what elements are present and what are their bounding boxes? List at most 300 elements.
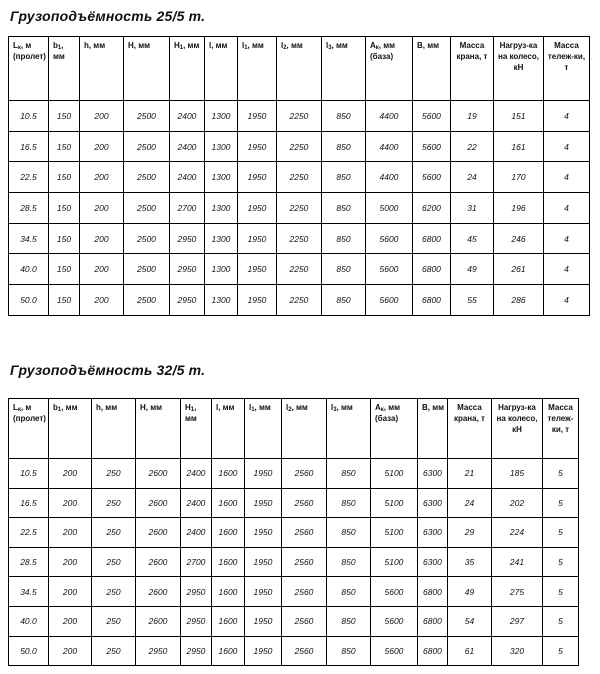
header-text: Масса крана, т xyxy=(456,41,488,61)
table-cell: 6800 xyxy=(417,606,447,636)
table-cell: 1950 xyxy=(237,285,276,316)
table-row xyxy=(9,577,579,607)
header-subscript: 1 xyxy=(244,45,248,51)
table-cell: 2600 xyxy=(135,488,180,518)
table-cell: 6800 xyxy=(412,254,450,285)
table-cell: 850 xyxy=(326,606,370,636)
table-row xyxy=(9,162,590,193)
table-cell: 16.5 xyxy=(9,488,49,518)
table-cell: 2250 xyxy=(276,101,321,132)
table-cell: 2950 xyxy=(180,577,211,607)
table-cell: 5100 xyxy=(370,459,417,489)
table-cell: 4 xyxy=(543,223,589,254)
table-cell: 320 xyxy=(491,636,542,666)
header-subscript: 1 xyxy=(57,407,62,413)
table-cell: 1300 xyxy=(204,254,237,285)
table-cell: 5 xyxy=(542,459,578,489)
header-subscript: 1 xyxy=(190,407,195,413)
header-text: A xyxy=(374,403,381,412)
table-row xyxy=(9,488,579,518)
table-cell: 10.5 xyxy=(9,101,49,132)
table-cell: 2400 xyxy=(180,518,211,548)
table-cell: 250 xyxy=(91,518,135,548)
table-cell: 1950 xyxy=(244,577,281,607)
table-cell: 200 xyxy=(48,547,91,577)
column-header xyxy=(450,37,493,101)
table-cell: 850 xyxy=(326,636,370,666)
table-cell: 1600 xyxy=(211,488,244,518)
table-cell: 2560 xyxy=(281,577,326,607)
table-cell: 4 xyxy=(543,131,589,162)
table-cell: 1950 xyxy=(244,606,281,636)
table-cell: 1950 xyxy=(244,459,281,489)
header-subscript: 3 xyxy=(328,45,332,51)
table-cell: 2500 xyxy=(123,131,169,162)
table-cell: 5600 xyxy=(412,101,450,132)
table-cell: 6800 xyxy=(417,636,447,666)
table-cell: 1600 xyxy=(211,518,244,548)
column-header xyxy=(123,37,169,101)
table-cell: 28.5 xyxy=(9,547,49,577)
table-cell: 49 xyxy=(447,577,491,607)
table-cell: 2250 xyxy=(276,223,321,254)
table-cell: 61 xyxy=(447,636,491,666)
table-cell: 850 xyxy=(321,131,365,162)
table-cell: 1600 xyxy=(211,547,244,577)
table-row xyxy=(9,223,590,254)
table-cell: 224 xyxy=(491,518,542,548)
table-cell: 40.0 xyxy=(9,254,49,285)
header-text: l, мм xyxy=(208,41,228,50)
header-text-rest: , м (пролет) xyxy=(13,41,46,61)
table-cell: 185 xyxy=(491,459,542,489)
table-cell: 2950 xyxy=(169,285,204,316)
table-cell: 4 xyxy=(543,285,589,316)
table-cell: 1950 xyxy=(237,223,276,254)
table-cell: 5600 xyxy=(412,162,450,193)
header-text: b xyxy=(52,41,58,50)
table-header-row xyxy=(9,37,590,101)
table-cell: 19 xyxy=(450,101,493,132)
header-text-rest: , м (пролет) xyxy=(13,403,46,423)
header-text: l xyxy=(280,41,284,50)
table-cell: 850 xyxy=(321,162,365,193)
table-cell: 850 xyxy=(326,547,370,577)
table-cell: 6200 xyxy=(412,193,450,224)
table-cell: 1300 xyxy=(204,285,237,316)
table-cell: 34.5 xyxy=(9,223,49,254)
table-cell: 5600 xyxy=(370,577,417,607)
header-text: B, мм xyxy=(421,403,445,412)
column-header xyxy=(180,399,211,459)
table-cell: 40.0 xyxy=(9,606,49,636)
table-cell: 22.5 xyxy=(9,518,49,548)
column-header xyxy=(281,399,326,459)
table-cell: 200 xyxy=(79,131,123,162)
table-cell: 2600 xyxy=(135,577,180,607)
column-header xyxy=(412,37,450,101)
table-cell: 1300 xyxy=(204,131,237,162)
column-header xyxy=(417,399,447,459)
table-cell: 2400 xyxy=(169,131,204,162)
table-cell: 4400 xyxy=(365,101,412,132)
table-cell: 5 xyxy=(542,636,578,666)
table-cell: 261 xyxy=(493,254,543,285)
table-cell: 5100 xyxy=(370,547,417,577)
header-text: A xyxy=(369,41,376,50)
column-header xyxy=(79,37,123,101)
table-cell: 2250 xyxy=(276,193,321,224)
header-text: H xyxy=(173,41,180,50)
table-cell: 2950 xyxy=(180,606,211,636)
header-text: Нагруз-ка на колесо, кН xyxy=(496,403,538,434)
header-text-rest: , мм xyxy=(286,41,303,50)
table-cell: 250 xyxy=(91,488,135,518)
header-text: H, мм xyxy=(139,403,163,412)
table-cell: 850 xyxy=(326,577,370,607)
table-cell: 1300 xyxy=(204,101,237,132)
table-cell: 31 xyxy=(450,193,493,224)
table-row xyxy=(9,101,590,132)
table-cell: 5600 xyxy=(365,285,412,316)
table-cell: 2560 xyxy=(281,518,326,548)
header-subscript: 2 xyxy=(288,407,292,413)
table-cell: 55 xyxy=(450,285,493,316)
table-cell: 1600 xyxy=(211,636,244,666)
table-cell: 4 xyxy=(543,254,589,285)
table-cell: 6800 xyxy=(412,285,450,316)
table-cell: 2400 xyxy=(169,101,204,132)
header-text-rest: , мм xyxy=(291,403,308,412)
header-text-rest: , мм (база) xyxy=(369,41,396,61)
table-cell: 2600 xyxy=(135,518,180,548)
column-header xyxy=(211,399,244,459)
table-cell: 246 xyxy=(493,223,543,254)
table-cell: 1950 xyxy=(237,193,276,224)
column-header xyxy=(491,399,542,459)
table-cell: 5600 xyxy=(370,606,417,636)
table-cell: 297 xyxy=(491,606,542,636)
table-cell: 2500 xyxy=(123,193,169,224)
table-cell: 200 xyxy=(79,223,123,254)
header-text-rest: , мм xyxy=(184,403,197,423)
table-cell: 241 xyxy=(491,547,542,577)
header-text-rest: , мм xyxy=(183,41,200,50)
table-row xyxy=(9,285,590,316)
table-cell: 2560 xyxy=(281,547,326,577)
specs-table-25-5 xyxy=(8,36,590,316)
table-cell: 850 xyxy=(321,285,365,316)
table-cell: 2400 xyxy=(169,162,204,193)
table-row xyxy=(9,254,590,285)
table-row xyxy=(9,193,590,224)
table-cell: 1950 xyxy=(237,162,276,193)
table-cell: 150 xyxy=(48,193,79,224)
header-subscript: к xyxy=(375,45,379,51)
table-cell: 1600 xyxy=(211,606,244,636)
table-cell: 4400 xyxy=(365,162,412,193)
column-header xyxy=(244,399,281,459)
table-cell: 850 xyxy=(326,518,370,548)
header-text-rest: , мм xyxy=(254,403,271,412)
table-cell: 196 xyxy=(493,193,543,224)
table-cell: 2950 xyxy=(180,636,211,666)
table-cell: 5000 xyxy=(365,193,412,224)
table-cell: 2950 xyxy=(135,636,180,666)
header-text-rest: , мм (база) xyxy=(374,403,401,423)
table-cell: 150 xyxy=(48,223,79,254)
table-cell: 850 xyxy=(326,459,370,489)
table-cell: 6300 xyxy=(417,518,447,548)
table-cell: 170 xyxy=(493,162,543,193)
table-cell: 2500 xyxy=(123,285,169,316)
table-cell: 6800 xyxy=(412,223,450,254)
header-text: l xyxy=(330,403,334,412)
table-1-title: Грузоподъёмность 25/5 т. xyxy=(10,8,206,24)
table-cell: 5100 xyxy=(370,518,417,548)
header-subscript: к xyxy=(17,45,21,51)
header-subscript: 2 xyxy=(283,45,287,51)
table-cell: 1950 xyxy=(237,101,276,132)
table-row xyxy=(9,606,579,636)
header-text: Масса тележ-ки, т xyxy=(547,41,586,72)
table-cell: 200 xyxy=(48,518,91,548)
table-cell: 49 xyxy=(450,254,493,285)
table-cell: 4 xyxy=(543,162,589,193)
column-header xyxy=(326,399,370,459)
table-cell: 850 xyxy=(321,254,365,285)
column-header xyxy=(204,37,237,101)
table-cell: 5 xyxy=(542,518,578,548)
table-cell: 6800 xyxy=(417,577,447,607)
table-cell: 200 xyxy=(48,636,91,666)
table-row xyxy=(9,636,579,666)
header-text: h, мм xyxy=(95,403,118,412)
header-subscript: 1 xyxy=(57,45,62,51)
table-cell: 150 xyxy=(48,162,79,193)
column-header xyxy=(9,37,49,101)
header-text: L xyxy=(13,403,18,412)
table-cell: 6300 xyxy=(417,488,447,518)
table-2-title: Грузоподъёмность 32/5 т. xyxy=(10,362,206,378)
column-header xyxy=(365,37,412,101)
table-cell: 850 xyxy=(321,101,365,132)
table-cell: 150 xyxy=(48,131,79,162)
header-text: l, мм xyxy=(215,403,235,412)
table-cell: 5600 xyxy=(365,223,412,254)
table-cell: 10.5 xyxy=(9,459,49,489)
table-cell: 16.5 xyxy=(9,131,49,162)
table-cell: 4 xyxy=(543,101,589,132)
header-subscript: к xyxy=(380,407,384,413)
header-text: l xyxy=(325,41,329,50)
table-cell: 200 xyxy=(79,285,123,316)
column-header xyxy=(237,37,276,101)
table-cell: 29 xyxy=(447,518,491,548)
table-cell: 2250 xyxy=(276,285,321,316)
table-cell: 4 xyxy=(543,193,589,224)
header-text: H xyxy=(184,403,191,412)
header-subscript: к xyxy=(17,407,21,413)
table-cell: 45 xyxy=(450,223,493,254)
table-cell: 2560 xyxy=(281,636,326,666)
header-text: Нагруз-ка на колесо, кН xyxy=(497,41,539,72)
header-text-rest: , мм xyxy=(331,41,348,50)
table-body xyxy=(9,459,579,666)
table-cell: 200 xyxy=(79,162,123,193)
table-cell: 2500 xyxy=(123,162,169,193)
table-cell: 2700 xyxy=(169,193,204,224)
header-text: l xyxy=(248,403,252,412)
table-cell: 161 xyxy=(493,131,543,162)
column-header xyxy=(493,37,543,101)
table-cell: 275 xyxy=(491,577,542,607)
header-subscript: 1 xyxy=(251,407,255,413)
table-cell: 202 xyxy=(491,488,542,518)
header-text-rest: , мм xyxy=(336,403,353,412)
column-header xyxy=(543,37,589,101)
table-cell: 50.0 xyxy=(9,636,49,666)
table-cell: 250 xyxy=(91,459,135,489)
column-header xyxy=(9,399,49,459)
table-cell: 24 xyxy=(447,488,491,518)
header-text: Масса тележ-ки, т xyxy=(547,403,574,434)
table-cell: 2400 xyxy=(180,488,211,518)
table-cell: 1950 xyxy=(244,518,281,548)
table-cell: 5100 xyxy=(370,488,417,518)
table-cell: 150 xyxy=(48,101,79,132)
table-cell: 250 xyxy=(91,577,135,607)
header-text: b xyxy=(52,403,58,412)
specs-table-32-5 xyxy=(8,398,579,666)
table-cell: 1950 xyxy=(237,254,276,285)
header-text: l xyxy=(285,403,289,412)
table-cell: 34.5 xyxy=(9,577,49,607)
header-text: H, мм xyxy=(127,41,151,50)
column-header xyxy=(276,37,321,101)
table-cell: 1300 xyxy=(204,223,237,254)
table-cell: 22.5 xyxy=(9,162,49,193)
table-cell: 200 xyxy=(48,459,91,489)
header-text-rest: , мм xyxy=(61,403,78,412)
header-text: L xyxy=(13,41,18,50)
table-cell: 5600 xyxy=(365,254,412,285)
header-text: l xyxy=(241,41,245,50)
table-cell: 5 xyxy=(542,606,578,636)
table-cell: 2600 xyxy=(135,459,180,489)
table-cell: 2500 xyxy=(123,254,169,285)
table-cell: 150 xyxy=(48,254,79,285)
table-row xyxy=(9,131,590,162)
table-cell: 2560 xyxy=(281,606,326,636)
table-cell: 2600 xyxy=(135,606,180,636)
table-cell: 22 xyxy=(450,131,493,162)
table-cell: 2560 xyxy=(281,488,326,518)
table-body xyxy=(9,101,590,316)
table-cell: 5 xyxy=(542,577,578,607)
table-header-row xyxy=(9,399,579,459)
table-cell: 286 xyxy=(493,285,543,316)
column-header xyxy=(447,399,491,459)
table-cell: 28.5 xyxy=(9,193,49,224)
table-cell: 200 xyxy=(79,193,123,224)
table-cell: 5 xyxy=(542,547,578,577)
header-text-rest: , мм xyxy=(52,41,65,61)
table-cell: 250 xyxy=(91,547,135,577)
table-cell: 2700 xyxy=(180,547,211,577)
table-cell: 1600 xyxy=(211,577,244,607)
table-row xyxy=(9,547,579,577)
header-text: Масса крана, т xyxy=(453,403,485,423)
table-cell: 2560 xyxy=(281,459,326,489)
table-row xyxy=(9,518,579,548)
table-cell: 24 xyxy=(450,162,493,193)
table-cell: 150 xyxy=(48,285,79,316)
table-cell: 2250 xyxy=(276,131,321,162)
table-cell: 35 xyxy=(447,547,491,577)
table-cell: 151 xyxy=(493,101,543,132)
table-cell: 200 xyxy=(48,577,91,607)
table-cell: 2950 xyxy=(169,223,204,254)
table-row xyxy=(9,459,579,489)
column-header xyxy=(135,399,180,459)
header-subscript: 1 xyxy=(179,45,184,51)
table-cell: 1950 xyxy=(244,488,281,518)
table-cell: 200 xyxy=(79,254,123,285)
table-cell: 200 xyxy=(48,606,91,636)
header-text-rest: , мм xyxy=(247,41,264,50)
table-cell: 6300 xyxy=(417,547,447,577)
table-cell: 850 xyxy=(326,488,370,518)
column-header xyxy=(542,399,578,459)
table-cell: 1300 xyxy=(204,193,237,224)
table-cell: 1950 xyxy=(244,547,281,577)
table-cell: 54 xyxy=(447,606,491,636)
column-header xyxy=(169,37,204,101)
table-cell: 1600 xyxy=(211,459,244,489)
table-cell: 850 xyxy=(321,223,365,254)
table-cell: 200 xyxy=(79,101,123,132)
table-cell: 6300 xyxy=(417,459,447,489)
table-cell: 200 xyxy=(48,488,91,518)
table-cell: 2250 xyxy=(276,254,321,285)
table-cell: 1300 xyxy=(204,162,237,193)
header-text: B, мм xyxy=(416,41,440,50)
table-cell: 2250 xyxy=(276,162,321,193)
header-subscript: 3 xyxy=(333,407,337,413)
column-header xyxy=(370,399,417,459)
table-cell: 2500 xyxy=(123,101,169,132)
column-header xyxy=(91,399,135,459)
table-cell: 850 xyxy=(321,193,365,224)
table-cell: 250 xyxy=(91,606,135,636)
column-header xyxy=(321,37,365,101)
table-cell: 21 xyxy=(447,459,491,489)
table-cell: 2600 xyxy=(135,547,180,577)
table-cell: 5600 xyxy=(412,131,450,162)
table-cell: 2500 xyxy=(123,223,169,254)
column-header xyxy=(48,37,79,101)
table-cell: 4400 xyxy=(365,131,412,162)
table-cell: 50.0 xyxy=(9,285,49,316)
table-cell: 2400 xyxy=(180,459,211,489)
table-cell: 1950 xyxy=(244,636,281,666)
table-cell: 1950 xyxy=(237,131,276,162)
header-text: h, мм xyxy=(83,41,106,50)
table-cell: 2950 xyxy=(169,254,204,285)
table-cell: 5 xyxy=(542,488,578,518)
column-header xyxy=(48,399,91,459)
